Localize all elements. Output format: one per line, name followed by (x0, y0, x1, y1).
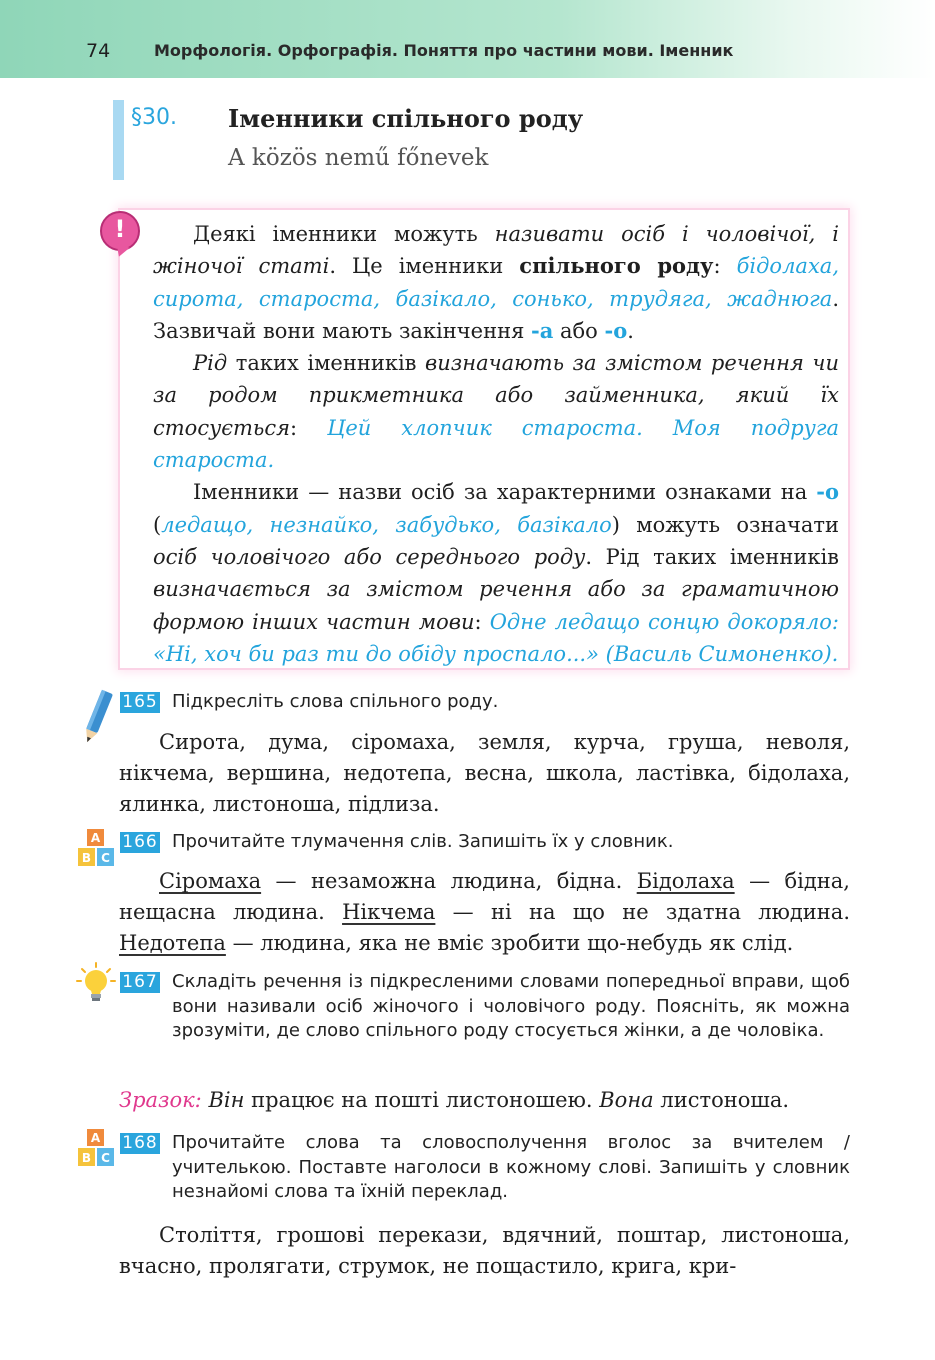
abc-blocks-icon (77, 1128, 115, 1168)
svg-text:B: B (81, 851, 92, 865)
pencil-icon (80, 688, 114, 748)
word-bidolakha: Бідолаха (636, 869, 735, 893)
svg-text:C: C (101, 851, 110, 865)
rule-paragraph-3: Іменники — назви осіб за характерними ознаками на -о (ледащо, незнайко, забудько, базікало) можуть означати осіб чоловічого або середнього роду. Рід таких іменників визначається за змістом речення або за граматичною формою інших частин мови: Одне ледащо сонцю докоряло: «Ні, хоч би раз ти до обіду проспало...» (Василь Симоненко). (153, 479, 839, 666)
section-title: Іменники спільного роду (228, 104, 584, 133)
rule-paragraph-1: Деякі іменники можуть називати осіб і чоловічої, і жіночої статі. Це іменники спільного роду: бідолаха, сирота, староста, базікало, сонько, трудяга, жаднюга. Зазвичай вони мають закінчення -а або -о. (153, 222, 839, 343)
sample-label: Зразок: (119, 1088, 202, 1112)
exercise-text-165: Сирота, дума, сіромаха, земля, курча, груша, неволя, нікчема, вершина, недотепа, весна, школа, ластівка, бідолаха, ялинка, листоноша, підлиза. (119, 730, 850, 816)
section-accent-bar (113, 100, 124, 180)
svg-text:A: A (90, 1131, 101, 1145)
exercise-number-165: 165 (120, 692, 160, 713)
exercise-task-165: Підкресліть слова спільного роду. (172, 691, 499, 712)
rule-text (153, 218, 839, 670)
exercise-text-168: Століття, грошові перекази, вдячний, поштар, листоноша, вчасно, пролягати, струмок, не пощастило, крига, кри- (119, 1223, 850, 1278)
word-nikchema: Нікчема (342, 900, 436, 924)
word-siromakha: Сіромаха (159, 869, 262, 893)
page-number: 74 (86, 40, 111, 62)
exercise-task-168: Прочитайте слова та словосполучення вголос за вчителем / учителькою. Поставте наголоси в кожному слові. Запишіть у словник незнайомі слова та їхній переклад. (172, 1132, 850, 1202)
exercise-number-166: 166 (120, 832, 160, 853)
running-title: Морфологія. Орфографія. Поняття про частини мови. Іменник (154, 41, 734, 60)
exercise-task-167: Складіть речення із підкресленими словами попередньої вправи, щоб вони називали осіб жіночого і чоловічого роду. Поясніть, як можна зрозуміти, де слово спільного роду стосується жінки, а де чоловіка. (172, 971, 850, 1041)
exercise-number-168: 168 (120, 1133, 160, 1154)
page-header (0, 0, 935, 78)
exercise-task-166: Прочитайте тлумачення слів. Запишіть їх у словник. (172, 831, 674, 852)
svg-text:C: C (101, 1151, 110, 1165)
svg-text:B: B (81, 1151, 92, 1165)
section-number: §30. (131, 105, 177, 130)
lightbulb-icon (76, 962, 116, 1004)
svg-text:A: A (90, 831, 101, 845)
section-subtitle: A közös nemű főnevek (228, 145, 489, 171)
abc-blocks-icon (77, 828, 115, 868)
word-nedotepa: Недотепа (119, 931, 226, 955)
exercise-text-166: Сіромаха — незаможна людина, бідна. Бідолаха — бідна, нещасна людина. Нікчема — ні на що не здатна людина. Недотепа — людина, яка не вміє зробити що-небудь як слід. (119, 869, 850, 955)
rule-paragraph-2: Рід таких іменників визначають за змістом речення чи за родом прикметника або займенника, який їх стосується: Цей хлопчик староста. Моя подруга староста. (153, 351, 839, 473)
exercise-number-167: 167 (120, 972, 160, 993)
exercise-sample-167: Зразок: Він працює на пошті листоношею. Вона листоноша. (119, 1088, 790, 1112)
